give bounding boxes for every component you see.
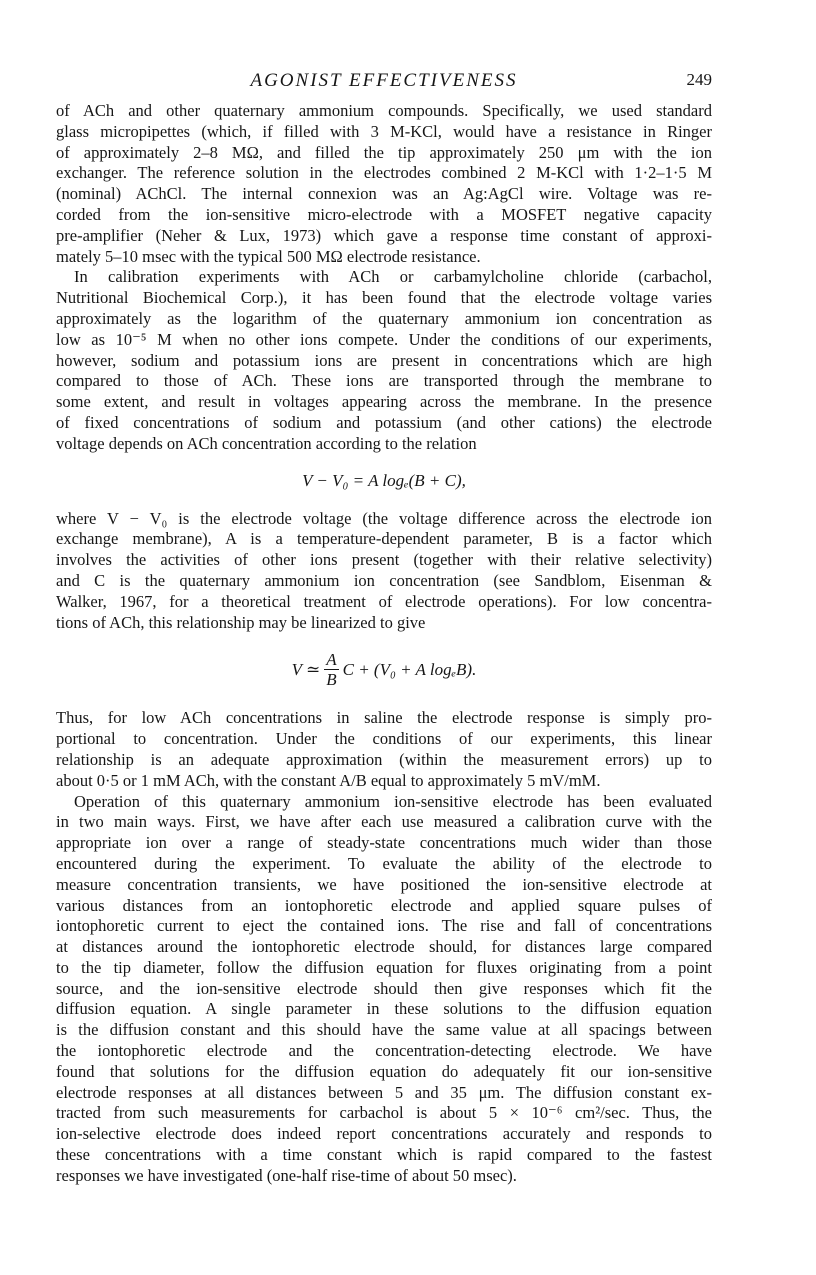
text-line: in two main ways. First, we have after each use measured a calibration curve with the [56, 812, 712, 832]
text-line: Walker, 1967, for a theoretical treatment of electrode operations). For low concentra- [56, 591, 712, 611]
text-line: Nutritional Biochemical Corp.), it has been found that the electrode voltage varies [56, 288, 712, 308]
text-line: exchanger. The reference solution in the electrodes combined 2 M-KCl with 1·2–1·5 M [56, 163, 712, 183]
text-line: In calibration experiments with ACh or carbamylcholine chloride (carbachol, [74, 267, 712, 287]
text-line: measure concentration transients, we have positioned the ion-sensitive electrode at [56, 874, 712, 894]
text-line: Operation of this quaternary ammonium ion-sensitive electrode has been evaluated [74, 791, 712, 811]
text-line: of ACh and other quaternary ammonium compounds. Specifically, we used standard [56, 101, 712, 120]
fraction [324, 650, 338, 689]
text-line: portional to concentration. Under the conditions of our experiments, this linear [56, 729, 712, 749]
text-line: is the diffusion constant and this should have the same value at all spacings between [56, 1020, 712, 1040]
text-line: (nominal) AChCl. The internal connexion was an Ag:AgCl wire. Voltage was re- [56, 184, 712, 204]
text-line: Thus, for low ACh concentrations in saline the electrode response is simply pro- [56, 708, 712, 728]
text-line: tracted from such measurements for carbachol is about 5 × 10⁻⁶ cm²/sec. Thus, the [56, 1103, 712, 1123]
text-line: source, and the ion-sensitive electrode should then give responses which fit the [56, 978, 712, 998]
paragraph-2 [56, 267, 712, 454]
text-line: various distances from an iontophoretic electrode and applied square pulses of [56, 895, 712, 915]
text-line: found that solutions for the diffusion equation do adequately fit our ion-sensitive [56, 1061, 712, 1081]
text-line: at distances around the iontophoretic electrode should, for distances large compared [56, 937, 712, 957]
text-line: of approximately 2–8 MΩ, and filled the tip approximately 250 μm with the ion [56, 142, 712, 162]
text-line: appropriate ion over a range of steady-state concentrations much wider than those [56, 833, 712, 853]
text-line: tions of ACh, this relationship may be linearized to give [56, 612, 426, 632]
equation-1-text: V − V₀ = A logₑ(B + C), [302, 470, 466, 490]
text-line: voltage depends on ACh concentration according to the relation [56, 433, 477, 453]
fraction-numerator: A [326, 650, 337, 670]
text-line: approximately as the logarithm of the quaternary ammonium ion concentration as [56, 308, 712, 328]
text-line: exchange membrane), A is a temperature-dependent parameter, B is a factor which [56, 529, 712, 549]
text-line: electrode responses at all distances between 5 and 35 μm. The diffusion constant ex- [56, 1082, 712, 1102]
text-line: these concentrations with a time constant which is rapid compared to the fastest [56, 1145, 712, 1165]
text-line: low as 10⁻⁵ M when no other ions compete. Under the conditions of our experiments, [56, 329, 712, 349]
text-line: of fixed concentrations of sodium and potassium (and other cations) the electrode [56, 412, 712, 432]
text-line: glass micropipettes (which, if filled with 3 M-KCl, would have a resistance in Ringer [56, 121, 712, 141]
text-line: corded from the ion-sensitive micro-electrode with a MOSFET negative capacity [56, 204, 712, 224]
paragraph-1 [56, 101, 712, 267]
text-line: where V − V₀ is the electrode voltage (the voltage difference across the electrode ion [56, 508, 712, 528]
text-line: encountered during the experiment. To evaluate the ability of the electrode to [56, 853, 712, 873]
text-line: relationship is an adequate approximation (within the measurement errors) up to [56, 749, 712, 769]
running-title: AGONIST EFFECTIVENESS [250, 70, 518, 91]
text-line: the iontophoretic electrode and the concentration-detecting electrode. We have [56, 1041, 712, 1061]
text-line: about 0·5 or 1 mM ACh, with the constant A/B equal to approximately 5 mV/mM. [56, 770, 601, 790]
fraction-denominator: B [326, 670, 337, 690]
text-line: pre-amplifier (Neher & Lux, 1973) which gave a response time constant of approxi- [56, 225, 712, 245]
text-line: and C is the quaternary ammonium ion concentration (see Sandblom, Eisenman & [56, 570, 712, 590]
equation-2 [56, 633, 712, 708]
page-header [56, 70, 712, 96]
text-line: ion-selective electrode does indeed report concentrations accurately and responds to [56, 1124, 712, 1144]
paragraph-4 [56, 708, 712, 791]
equation-2-rhs: C + (V₀ + A logₑB). [342, 659, 477, 679]
text-line: compared to those of ACh. These ions are transported through the membrane to [56, 371, 712, 391]
text-line: iontophoretic current to eject the contained ions. The rise and fall of concentrations [56, 916, 712, 936]
text-line: to the tip diameter, follow the diffusion equation for fluxes originating from a point [56, 957, 712, 977]
paragraph-3 [56, 509, 712, 634]
equation-2-lhs: V ≃ [291, 659, 321, 679]
body-text [56, 101, 712, 1187]
text-line: however, sodium and potassium ions are present in concentrations which are high [56, 350, 712, 370]
paragraph-5 [56, 792, 712, 1187]
text-line: involves the activities of other ions present (together with their relative selectivity) [56, 550, 712, 570]
equation-1 [56, 455, 712, 509]
text-line: responses we have investigated (one-half rise-time of about 50 msec). [56, 1165, 517, 1185]
text-line: diffusion equation. A single parameter in these solutions to the diffusion equation [56, 999, 712, 1019]
page-number: 249 [686, 70, 712, 89]
text-line: some extent, and result in voltages appearing across the membrane. In the presence [56, 392, 712, 412]
text-line: mately 5–10 msec with the typical 500 MΩ electrode resistance. [56, 246, 481, 266]
